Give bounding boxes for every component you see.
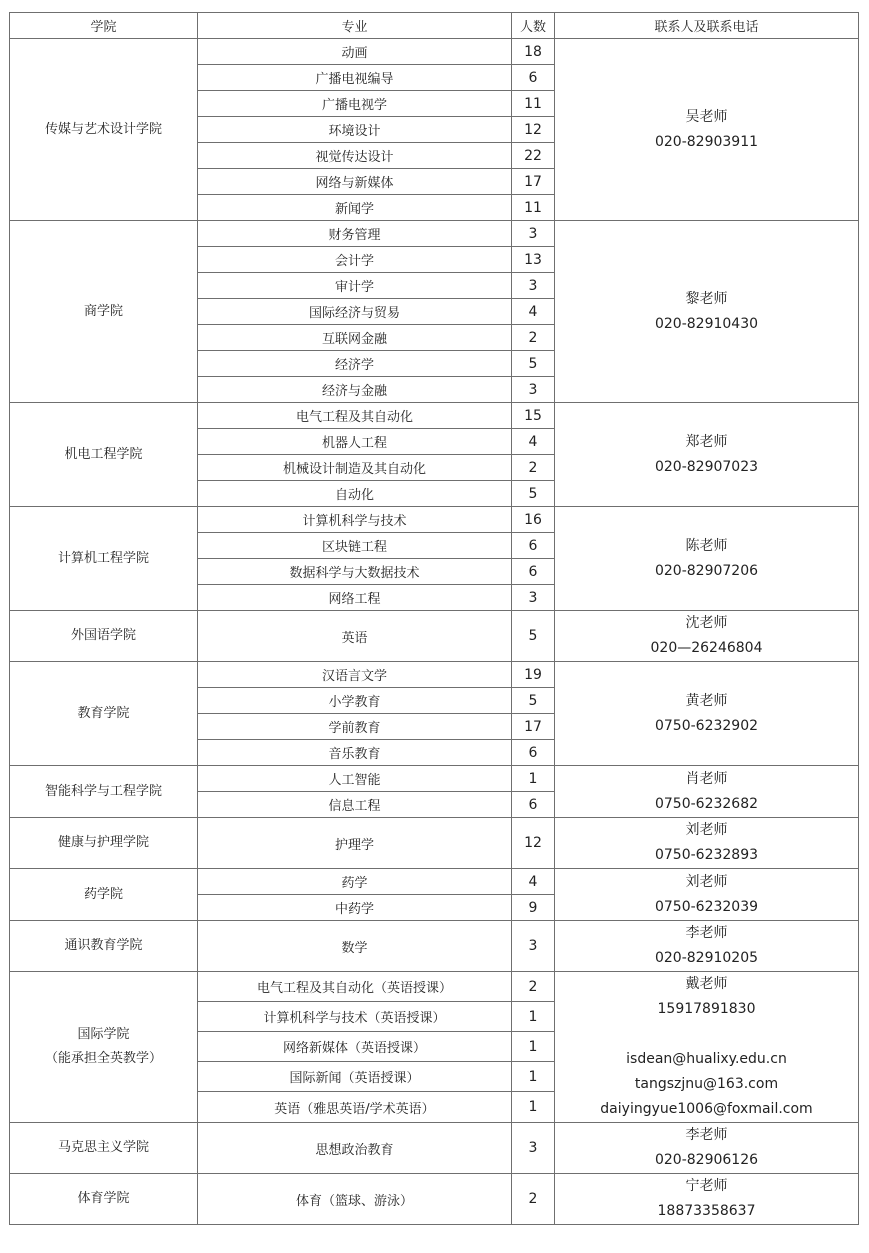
contact-name: 吴老师 [685,108,728,125]
college-name: 智能科学与工程学院 [44,783,162,799]
table-body [10,39,859,1225]
count-cell: 3 [512,273,555,299]
table-row [10,611,859,662]
count-cell: 1 [512,1092,555,1123]
contact-name: 李老师 [685,925,728,941]
count-cell: 15 [512,403,555,429]
college-name: 国际学院 [77,1027,130,1042]
count-cell: 6 [512,559,555,585]
count-cell: 9 [512,895,555,921]
count-cell: 11 [512,91,555,117]
count-cell: 3 [512,1123,555,1174]
count-cell: 5 [512,611,555,662]
contact-name: 肖老师 [685,770,728,787]
contact-phone: 0750-6232682 [654,795,759,812]
contact-name: 戴老师 [685,976,728,992]
college-name: （能承担全英教学） [44,1051,162,1066]
contact-name: 黄老师 [685,692,728,709]
table-row [10,766,859,792]
count-cell: 1 [512,1032,555,1062]
contact-cell [555,869,859,921]
contact-cell [555,921,859,972]
major-cell: 网络工程 [198,585,512,611]
major-cell: 英语（雅思英语/学术英语） [198,1092,512,1123]
contact-cell [555,403,859,507]
count-cell: 6 [512,65,555,91]
contact-email: tangszjnu@163.com [634,1076,779,1092]
college-cell [10,766,198,818]
major-cell: 体育（篮球、游泳） [198,1174,512,1225]
college-name: 外国语学院 [70,628,136,643]
contact-cell [555,662,859,766]
contact-cell [555,221,859,403]
contact-cell [555,611,859,662]
contact-phone: 0750-6232039 [654,898,759,915]
contact-phone: 0750-6232902 [654,717,759,734]
contact-cell [555,507,859,611]
table-row [10,221,859,247]
college-cell [10,921,198,972]
major-cell: 英语 [198,611,512,662]
major-cell: 广播电视学 [198,91,512,117]
table-row [10,818,859,869]
major-cell: 人工智能 [198,766,512,792]
count-cell: 3 [512,921,555,972]
college-name: 机电工程学院 [64,446,143,462]
college-name: 教育学院 [77,705,130,721]
contact-phone: 18873358637 [657,1203,756,1219]
count-cell: 3 [512,221,555,247]
count-cell: 6 [512,740,555,766]
college-name: 通识教育学院 [64,938,143,953]
count-cell: 1 [512,1002,555,1032]
count-cell: 18 [512,39,555,65]
contact-name: 李老师 [685,1127,728,1143]
recruitment-table [9,12,859,1225]
table-row [10,403,859,429]
header-count: 人数 [512,13,555,39]
college-cell [10,818,198,869]
count-cell: 1 [512,766,555,792]
table-row [10,507,859,533]
count-cell: 12 [512,117,555,143]
count-cell: 19 [512,662,555,688]
major-cell: 音乐教育 [198,740,512,766]
college-name: 药学院 [83,886,123,902]
contact-phone: 0750-6232893 [654,847,759,863]
contact-cell [555,1123,859,1174]
contact-phone: 020-82907023 [654,458,759,475]
contact-phone: 15917891830 [657,1001,756,1017]
count-cell: 17 [512,169,555,195]
major-cell: 汉语言文学 [198,662,512,688]
count-cell: 2 [512,325,555,351]
table-row [10,921,859,972]
college-name: 体育学院 [77,1191,130,1206]
major-cell: 审计学 [198,273,512,299]
count-cell: 5 [512,688,555,714]
contact-name: 刘老师 [685,822,728,838]
college-name: 计算机工程学院 [57,550,149,566]
count-cell: 13 [512,247,555,273]
contact-cell [555,1174,859,1225]
count-cell: 3 [512,377,555,403]
major-cell: 电气工程及其自动化（英语授课） [198,972,512,1002]
major-cell: 互联网金融 [198,325,512,351]
count-cell: 11 [512,195,555,221]
college-cell [10,1123,198,1174]
college-cell [10,869,198,921]
contact-phone: 020-82903911 [654,133,759,150]
major-cell: 国际新闻（英语授课） [198,1062,512,1092]
college-cell [10,972,198,1123]
count-cell: 2 [512,1174,555,1225]
college-name: 商学院 [83,303,123,319]
college-name: 传媒与艺术设计学院 [44,121,162,137]
major-cell: 动画 [198,39,512,65]
count-cell: 4 [512,869,555,895]
table-row [10,972,859,1002]
count-cell: 17 [512,714,555,740]
major-cell: 机器人工程 [198,429,512,455]
contact-name: 陈老师 [685,537,728,554]
contact-email: daiyingyue1006@foxmail.com [600,1101,813,1117]
count-cell: 3 [512,585,555,611]
major-cell: 环境设计 [198,117,512,143]
major-cell: 经济学 [198,351,512,377]
major-cell: 网络新媒体（英语授课） [198,1032,512,1062]
major-cell: 区块链工程 [198,533,512,559]
college-cell [10,403,198,507]
contact-email: isdean@hualixy.edu.cn [626,1051,787,1067]
count-cell: 1 [512,1062,555,1092]
count-cell: 5 [512,351,555,377]
contact-name: 宁老师 [685,1178,728,1194]
count-cell: 5 [512,481,555,507]
major-cell: 新闻学 [198,195,512,221]
college-cell [10,662,198,766]
count-cell: 6 [512,792,555,818]
major-cell: 计算机科学与技术（英语授课） [198,1002,512,1032]
major-cell: 电气工程及其自动化 [198,403,512,429]
contact-name: 沈老师 [685,615,728,631]
major-cell: 数学 [198,921,512,972]
major-cell: 中药学 [198,895,512,921]
contact-phone: 020—26246804 [650,640,763,656]
major-cell: 药学 [198,869,512,895]
contact-phone: 020-82906126 [654,1152,759,1168]
count-cell: 12 [512,818,555,869]
major-cell: 网络与新媒体 [198,169,512,195]
major-cell: 数据科学与大数据技术 [198,559,512,585]
header-contact: 联系人及联系电话 [555,13,859,39]
college-cell [10,611,198,662]
count-cell: 2 [512,455,555,481]
contact-cell [555,766,859,818]
college-cell [10,221,198,403]
contact-cell [555,39,859,221]
count-cell: 4 [512,299,555,325]
count-cell: 4 [512,429,555,455]
major-cell: 财务管理 [198,221,512,247]
major-cell: 护理学 [198,818,512,869]
major-cell: 自动化 [198,481,512,507]
header-row [10,13,859,39]
table-row [10,1123,859,1174]
major-cell: 思想政治教育 [198,1123,512,1174]
contact-name: 黎老师 [685,290,728,307]
college-cell [10,507,198,611]
major-cell: 经济与金融 [198,377,512,403]
major-cell: 信息工程 [198,792,512,818]
major-cell: 广播电视编导 [198,65,512,91]
major-cell: 小学教育 [198,688,512,714]
contact-phone: 020-82907206 [654,562,759,579]
contact-spacer [555,1022,858,1047]
contact-phone: 020-82910205 [654,950,759,966]
count-cell: 16 [512,507,555,533]
count-cell: 22 [512,143,555,169]
major-cell: 国际经济与贸易 [198,299,512,325]
college-name: 健康与护理学院 [57,835,149,850]
contact-phone: 020-82910430 [654,315,759,332]
count-cell: 6 [512,533,555,559]
college-cell [10,39,198,221]
contact-cell [555,972,859,1123]
header-major: 专业 [198,13,512,39]
contact-name: 刘老师 [685,873,728,890]
major-cell: 计算机科学与技术 [198,507,512,533]
contact-name: 郑老师 [685,433,728,450]
table-row [10,869,859,895]
college-cell [10,1174,198,1225]
major-cell: 视觉传达设计 [198,143,512,169]
contact-cell [555,818,859,869]
table-row [10,1174,859,1225]
header-college: 学院 [10,13,198,39]
major-cell: 机械设计制造及其自动化 [198,455,512,481]
count-cell: 2 [512,972,555,1002]
college-name: 马克思主义学院 [57,1140,149,1155]
major-cell: 会计学 [198,247,512,273]
table-row [10,39,859,65]
major-cell: 学前教育 [198,714,512,740]
table-row [10,662,859,688]
